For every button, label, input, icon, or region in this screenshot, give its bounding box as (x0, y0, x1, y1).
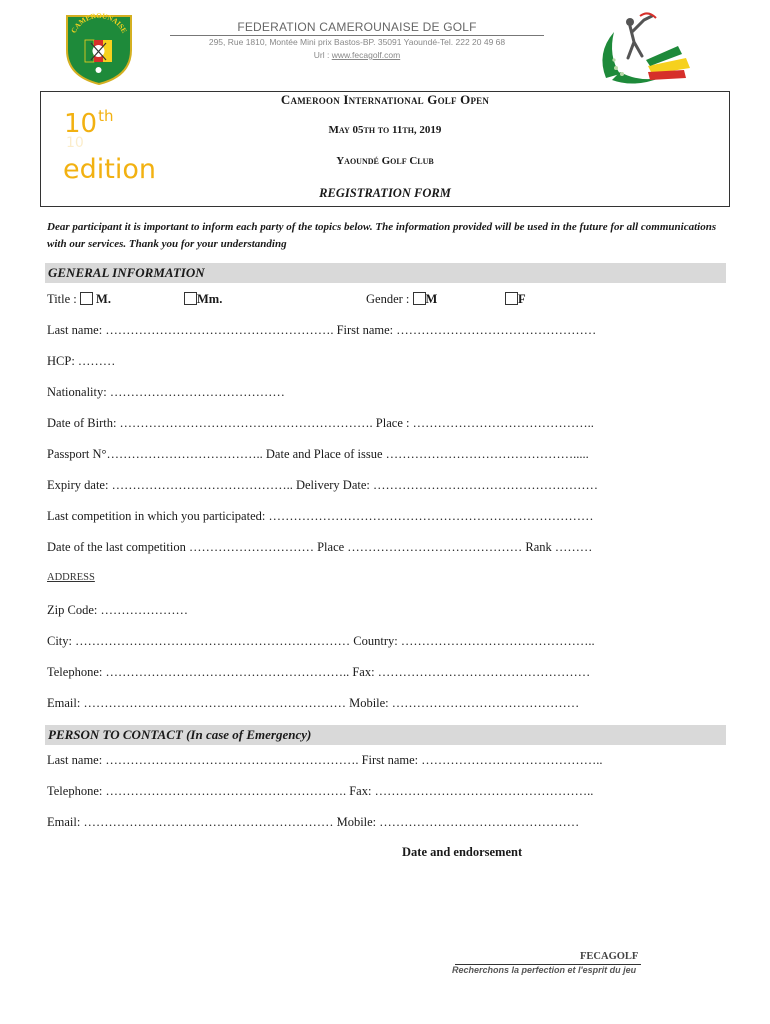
edition-number-value: 10 (64, 109, 98, 139)
gender-field-row (366, 291, 437, 307)
crest-text: CAMEROUNAISE (69, 11, 129, 35)
expiry-field-row[interactable]: Expiry date: …………………………………….. Delivery Date: ……………………………………………… (47, 478, 598, 492)
url-label: Url : (313, 50, 332, 60)
title-label: Title : (47, 292, 77, 306)
title-mm-checkbox[interactable] (184, 292, 197, 305)
federation-address: 295, Rue 1810, Montée Mini prix Bastos-BP. 35091 Yaoundé-Tel. 222 20 49 68 (208, 37, 506, 47)
title-m-checkbox[interactable] (80, 292, 93, 305)
general-info-heading: GENERAL INFORMATION (45, 263, 726, 283)
title-m-label: M. (96, 292, 111, 306)
edition-ghost-reflection: 10 (66, 136, 84, 150)
signature-motto: Recherchons la perfection et l'esprit du jeu (452, 965, 637, 975)
form-title: REGISTRATION FORM (319, 186, 451, 200)
passport-field-row[interactable]: Passport N°……………………………….. Date and Place of issue ………………………………………..... (47, 447, 589, 461)
name-field-row[interactable]: Last name: ………………………………………………. First name: ………………………………………… (47, 323, 597, 337)
title-field-row (47, 291, 111, 307)
city-field-row[interactable]: City: ………………………………………………………… Country: ……………………………………….. (47, 634, 595, 648)
edition-number-suffix: th (98, 107, 114, 125)
federation-url-line (150, 50, 564, 60)
gender-m-checkbox[interactable] (413, 292, 426, 305)
event-title: Cameroon International Golf Open (280, 92, 490, 107)
last-competition-field-row[interactable]: Last competition in which you participated: …………………………………………………………………… (47, 509, 594, 523)
address-heading: ADDRESS (47, 572, 95, 583)
contact-telephone-field-row[interactable]: Telephone: …………………………………………………. Fax: …………………………………………….. (47, 784, 594, 798)
birth-field-row[interactable]: Date of Birth: ……………………………………………………. Place : …………………………………….. (47, 416, 594, 430)
emergency-contact-heading: PERSON TO CONTACT (In case of Emergency) (45, 725, 726, 745)
contact-name-field-row[interactable]: Last name: ……………………………………………………. First name: …………………………………….. (47, 753, 603, 767)
nationality-field-row[interactable]: Nationality: …………………………………… (47, 385, 285, 399)
website-link[interactable]: www.fecagolf.com (331, 50, 401, 60)
event-venue: Yaoundé Golf Club (336, 155, 434, 167)
edition-word: edition (63, 154, 156, 185)
last-competition-date-field-row[interactable]: Date of the last competition ………………………… Place …………………………………… Rank ……… (47, 540, 593, 554)
date-and-endorsement-label: Date and endorsement (402, 845, 523, 859)
title-mm-label: Mm. (197, 292, 223, 306)
intro-paragraph: Dear participant it is important to inform each party of the topics below. The information provided will be used in the future for all communications with our services. Thank you for your understanding (47, 221, 717, 250)
hcp-field-row[interactable]: HCP: ……… (47, 354, 116, 368)
title-mm-option (184, 291, 222, 307)
signature-name: FECAGOLF (580, 951, 639, 962)
telephone-field-row[interactable]: Telephone: ………………………………………………….. Fax: …………………………………………… (47, 665, 591, 679)
golfer-logo (586, 8, 696, 90)
contact-email-field-row[interactable]: Email: …………………………………………………… Mobile: ………………………………………… (47, 815, 580, 829)
gender-f-option (505, 291, 526, 307)
gender-f-label: F (518, 292, 526, 306)
gender-f-checkbox[interactable] (505, 292, 518, 305)
email-field-row[interactable]: Email: ……………………………………………………… Mobile: ……………………………………… (47, 696, 580, 710)
gender-m-label: M (425, 292, 438, 306)
zip-field-row[interactable]: Zip Code: ………………… (47, 603, 188, 617)
event-dates: May 05th to 11th, 2019 (328, 124, 442, 136)
fecagolf-crest-logo (61, 10, 137, 86)
federation-name: FEDERATION CAMEROUNAISE DE GOLF (170, 20, 544, 36)
edition-number (64, 109, 113, 137)
gender-label: Gender : (366, 292, 410, 306)
